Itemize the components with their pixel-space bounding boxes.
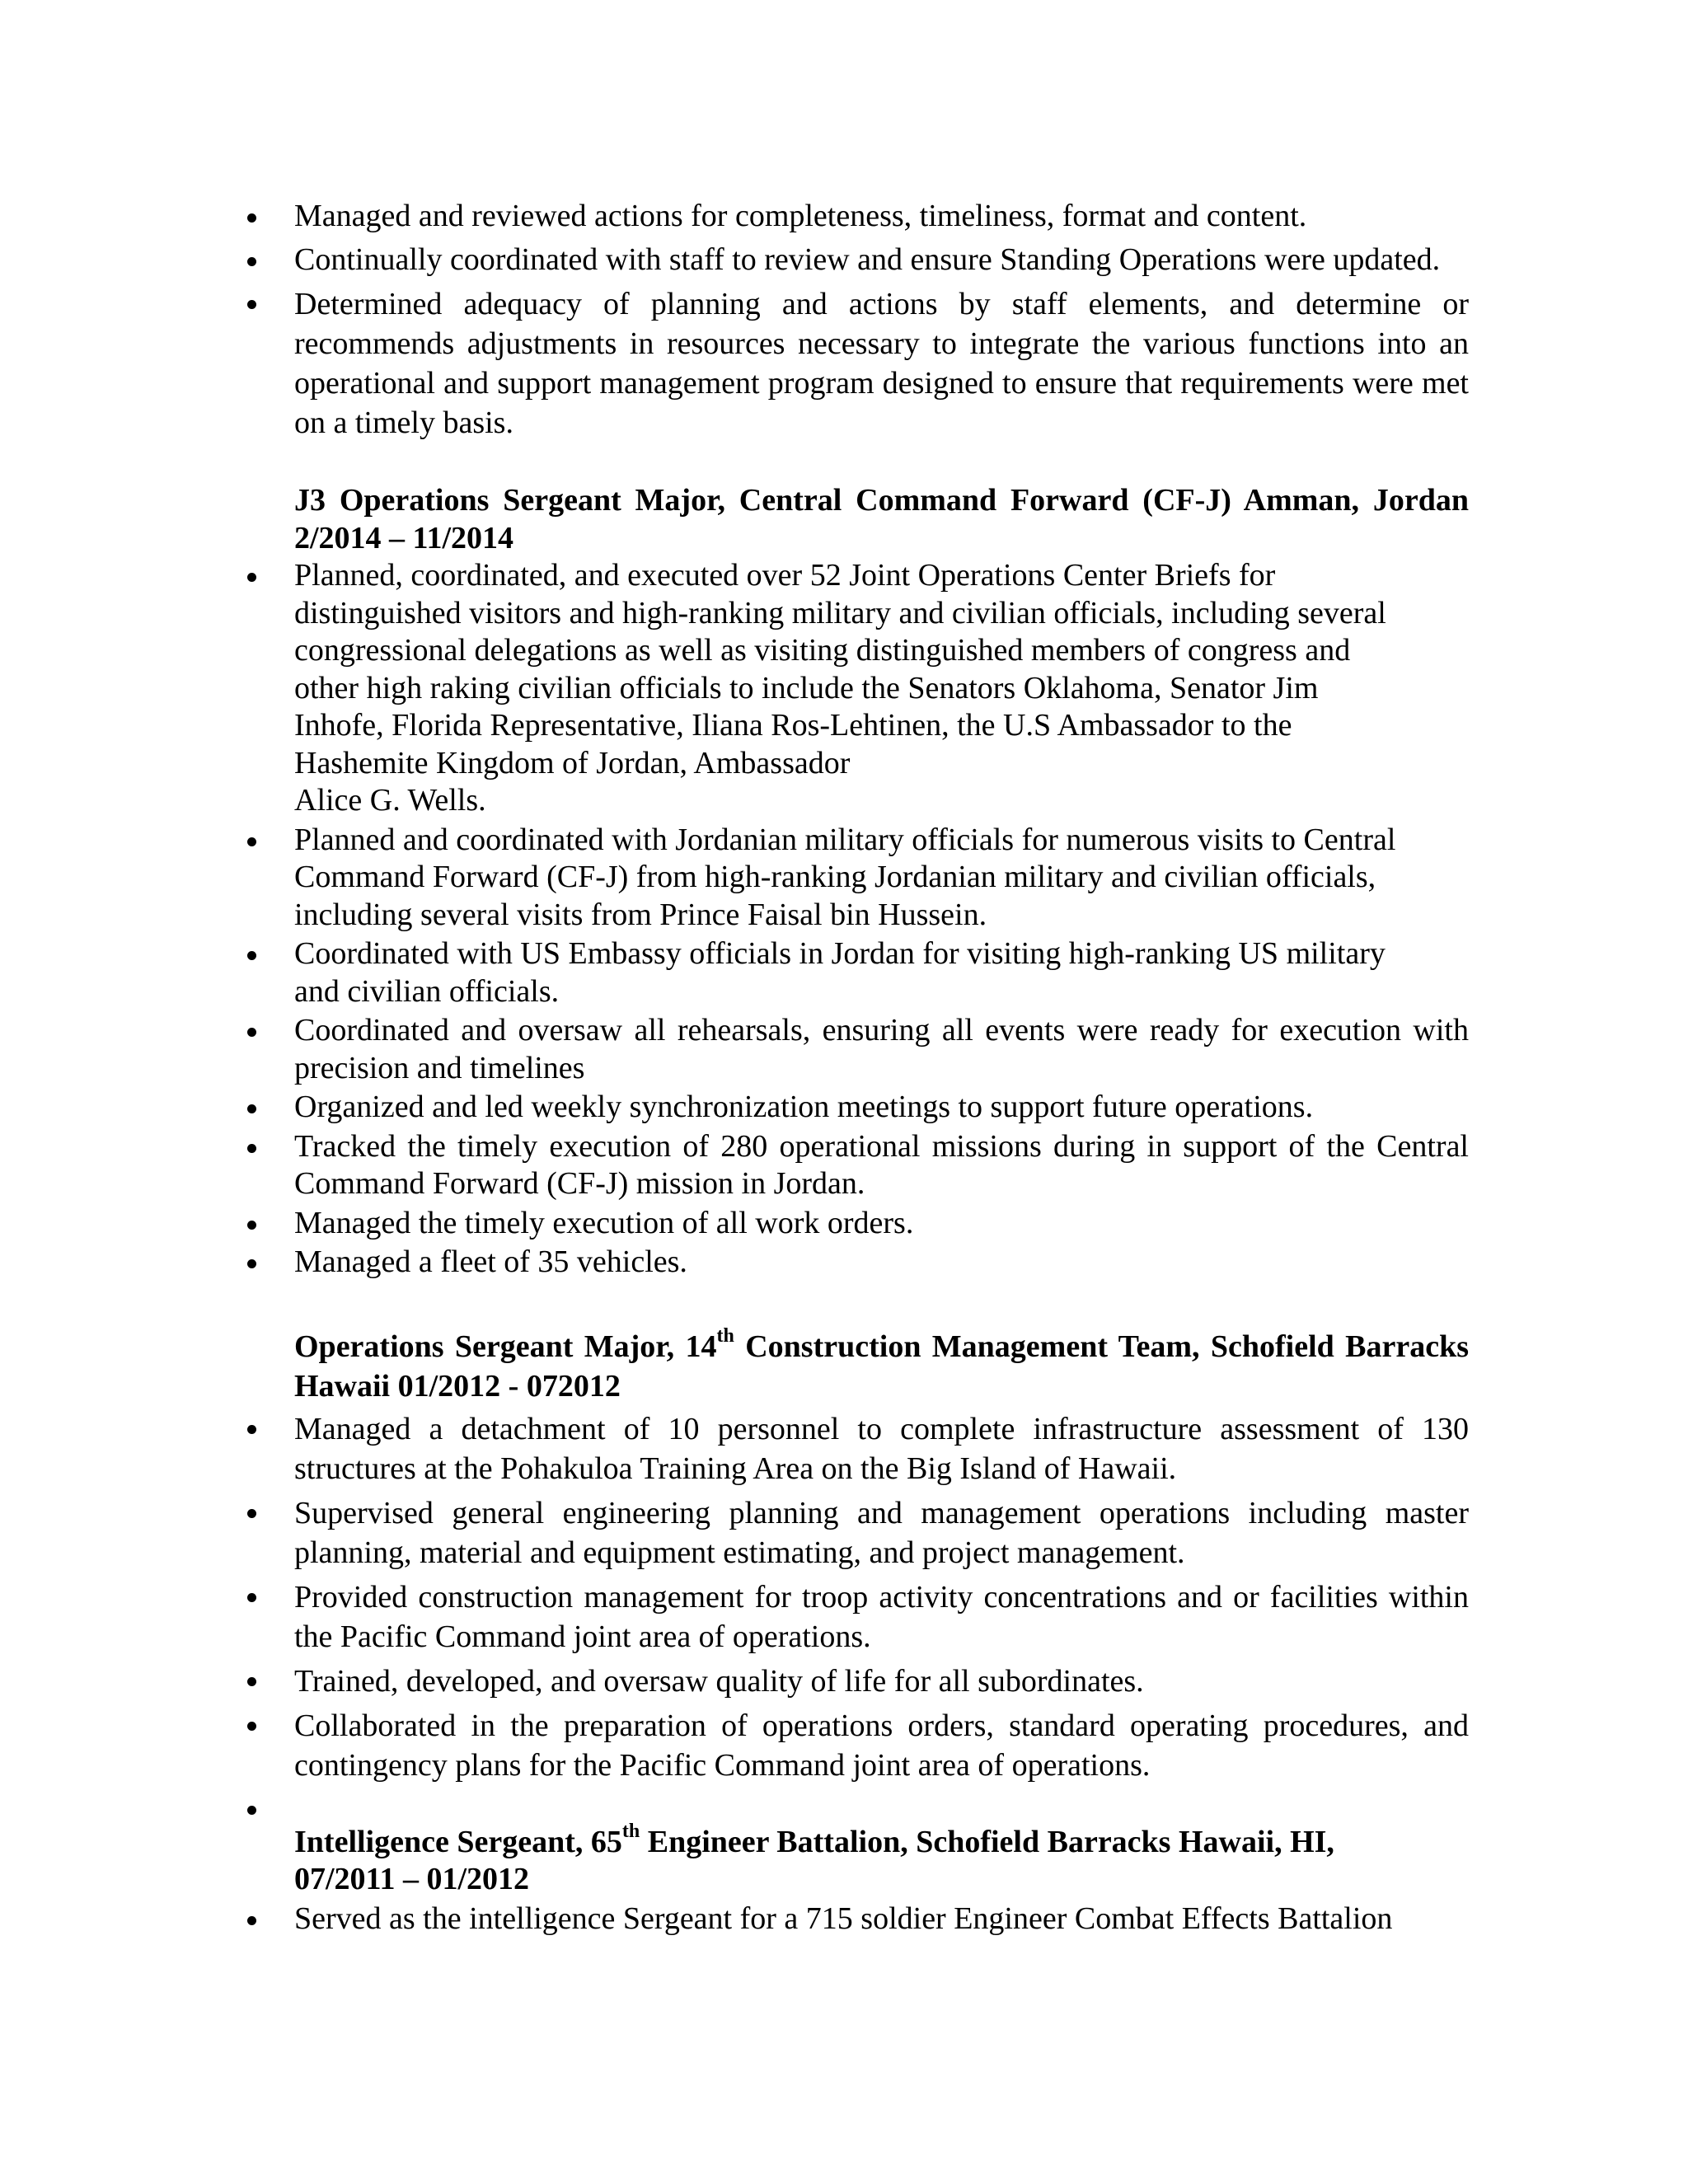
list-item xyxy=(0,1128,1469,1203)
list-item xyxy=(0,1012,1469,1087)
bullet-icon xyxy=(247,1259,256,1268)
bullet-icon xyxy=(247,1722,256,1731)
bullet-text-line: other high raking civilian officials to include the Senators Oklahoma, Senator Jim xyxy=(294,670,1319,705)
bullet-icon xyxy=(247,213,256,223)
bullet-text-line: Alice G. Wells. xyxy=(294,783,486,818)
bullet-text: Determined adequacy of planning and actions by staff elements, and determine or recommends adjustments in resources necessary to integrate the various functions into an operational and support management program designed to ensure that requirements were met on a timely basis. xyxy=(294,287,1469,440)
list-item xyxy=(0,822,1469,935)
bullet-text: Continually coordinated with staff to review and ensure Standing Operations were updated. xyxy=(294,241,1441,277)
list-item xyxy=(0,935,1469,1010)
section1-bullet-list xyxy=(0,198,1688,443)
job-heading-intelligence-sgt xyxy=(0,1821,1469,1898)
bullet-icon xyxy=(247,1104,256,1113)
list-item xyxy=(0,1577,1469,1657)
bullet-icon xyxy=(247,1144,256,1153)
list-item xyxy=(0,1205,1469,1243)
bullet-text: Supervised general engineering planning and management operations including master planning, material and equipment estimating, and project management. xyxy=(294,1496,1469,1570)
bullet-icon xyxy=(247,1916,256,1925)
bullet-text-line: Planned, coordinated, and executed over 52 Joint Operations Center Briefs for xyxy=(294,558,1276,593)
list-item xyxy=(0,241,1469,279)
bullet-text: Served as the intelligence Sergeant for a 715 soldier Engineer Combat Effects Battalion xyxy=(294,1901,1393,1936)
job-heading-text: Operations Sergeant Major, 14 xyxy=(294,1329,717,1364)
list-item xyxy=(0,1900,1469,1938)
bullet-text-line: Coordinated with US Embassy officials in Jordan for visiting high-ranking US military xyxy=(294,936,1386,971)
bullet-text: Managed and reviewed actions for completeness, timeliness, format and content. xyxy=(294,199,1307,233)
bullet-text-line: Hashemite Kingdom of Jordan, Ambassador xyxy=(294,745,851,780)
bullet-text-line: congressional delegations as well as visiting distinguished members of congress and xyxy=(294,633,1351,668)
bullet-text: Managed the timely execution of all work orders. xyxy=(294,1205,914,1240)
bullet-icon xyxy=(247,573,256,582)
ordinal-suffix: th xyxy=(716,1325,734,1347)
job-heading-text: Construction Management Team, Schofield Barracks Hawaii 01/2012 - 072012 xyxy=(294,1329,1469,1404)
list-item xyxy=(0,1244,1469,1282)
bullet-icon xyxy=(247,1509,256,1518)
bullet-text-line: Inhofe, Florida Representative, Iliana Ros-Lehtinen, the U.S Ambassador to the xyxy=(294,708,1292,743)
job-heading-operations-sgm xyxy=(0,1327,1469,1406)
job-heading-text: J3 Operations Sergeant Major, Central Command Forward (CF-J) Amman, Jordan 2/2014 – 11/2014 xyxy=(294,483,1469,555)
ordinal-suffix: th xyxy=(621,1821,640,1843)
list-item xyxy=(0,1493,1469,1572)
bullet-icon xyxy=(247,300,256,309)
bullet-text: Organized and led weekly synchronization meetings to support future operations. xyxy=(294,1090,1314,1124)
bullet-text: Tracked the timely execution of 280 operational missions during in support of the Central Command Forward (CF-J) mission in Jordan. xyxy=(294,1128,1469,1201)
section4-bullet-list xyxy=(0,1900,1688,1938)
bullet-text: Trained, developed, and oversaw quality of life for all subordinates. xyxy=(294,1664,1144,1699)
list-item xyxy=(0,198,1469,236)
bullet-icon xyxy=(247,257,256,266)
bullet-text-line: and civilian officials. xyxy=(294,973,560,1009)
job-heading-j3-operations xyxy=(0,481,1469,557)
list-item xyxy=(0,1661,1469,1701)
bullet-icon xyxy=(247,951,256,960)
list-item xyxy=(0,1409,1469,1488)
bullet-text: Managed a fleet of 35 vehicles. xyxy=(294,1244,687,1279)
bullet-icon xyxy=(247,837,256,846)
bullet-text: Provided construction management for troop activity concentrations and or facilities within the Pacific Command joint area of operations. xyxy=(294,1580,1469,1654)
bullet-text: Managed a detachment of 10 personnel to complete infrastructure assessment of 130 structures at the Pohakuloa Training Area on the Big Island of Hawaii. xyxy=(294,1412,1469,1486)
list-item xyxy=(0,284,1469,443)
bullet-icon xyxy=(247,1221,256,1230)
bullet-text-line: Planned and coordinated with Jordanian military officials for numerous visits to Central xyxy=(294,822,1396,857)
job-heading-text: Intelligence Sergeant, 65 xyxy=(294,1825,622,1859)
bullet-icon xyxy=(247,1028,256,1037)
list-item xyxy=(0,1706,1469,1785)
bullet-text: Collaborated in the preparation of operations orders, standard operating procedures, and contingency plans for the Pacific Command joint area of operations. xyxy=(294,1708,1469,1783)
bullet-icon xyxy=(247,1806,256,1815)
bullet-icon xyxy=(247,1593,256,1602)
bullet-text-line: distinguished visitors and high-ranking military and civilian officials, including several xyxy=(294,595,1386,630)
bullet-text: Coordinated and oversaw all rehearsals, ensuring all events were ready for execution with precision and timelines xyxy=(294,1013,1469,1085)
list-item xyxy=(0,1089,1469,1127)
list-item xyxy=(0,557,1469,820)
job-heading-line: 07/2011 – 01/2012 xyxy=(294,1862,530,1896)
section2-bullet-list xyxy=(0,557,1688,1282)
bullet-icon xyxy=(247,1425,256,1434)
job-heading-text: Engineer Battalion, Schofield Barracks Hawaii, HI, xyxy=(640,1825,1334,1859)
bullet-icon xyxy=(247,1677,256,1686)
bullet-text-line: Command Forward (CF-J) from high-ranking Jordanian military and civilian officials, xyxy=(294,860,1376,894)
bullet-text-line: including several visits from Prince Faisal bin Hussein. xyxy=(294,897,987,932)
section3-bullet-list xyxy=(0,1409,1688,1830)
job-heading-line xyxy=(294,1821,1469,1861)
